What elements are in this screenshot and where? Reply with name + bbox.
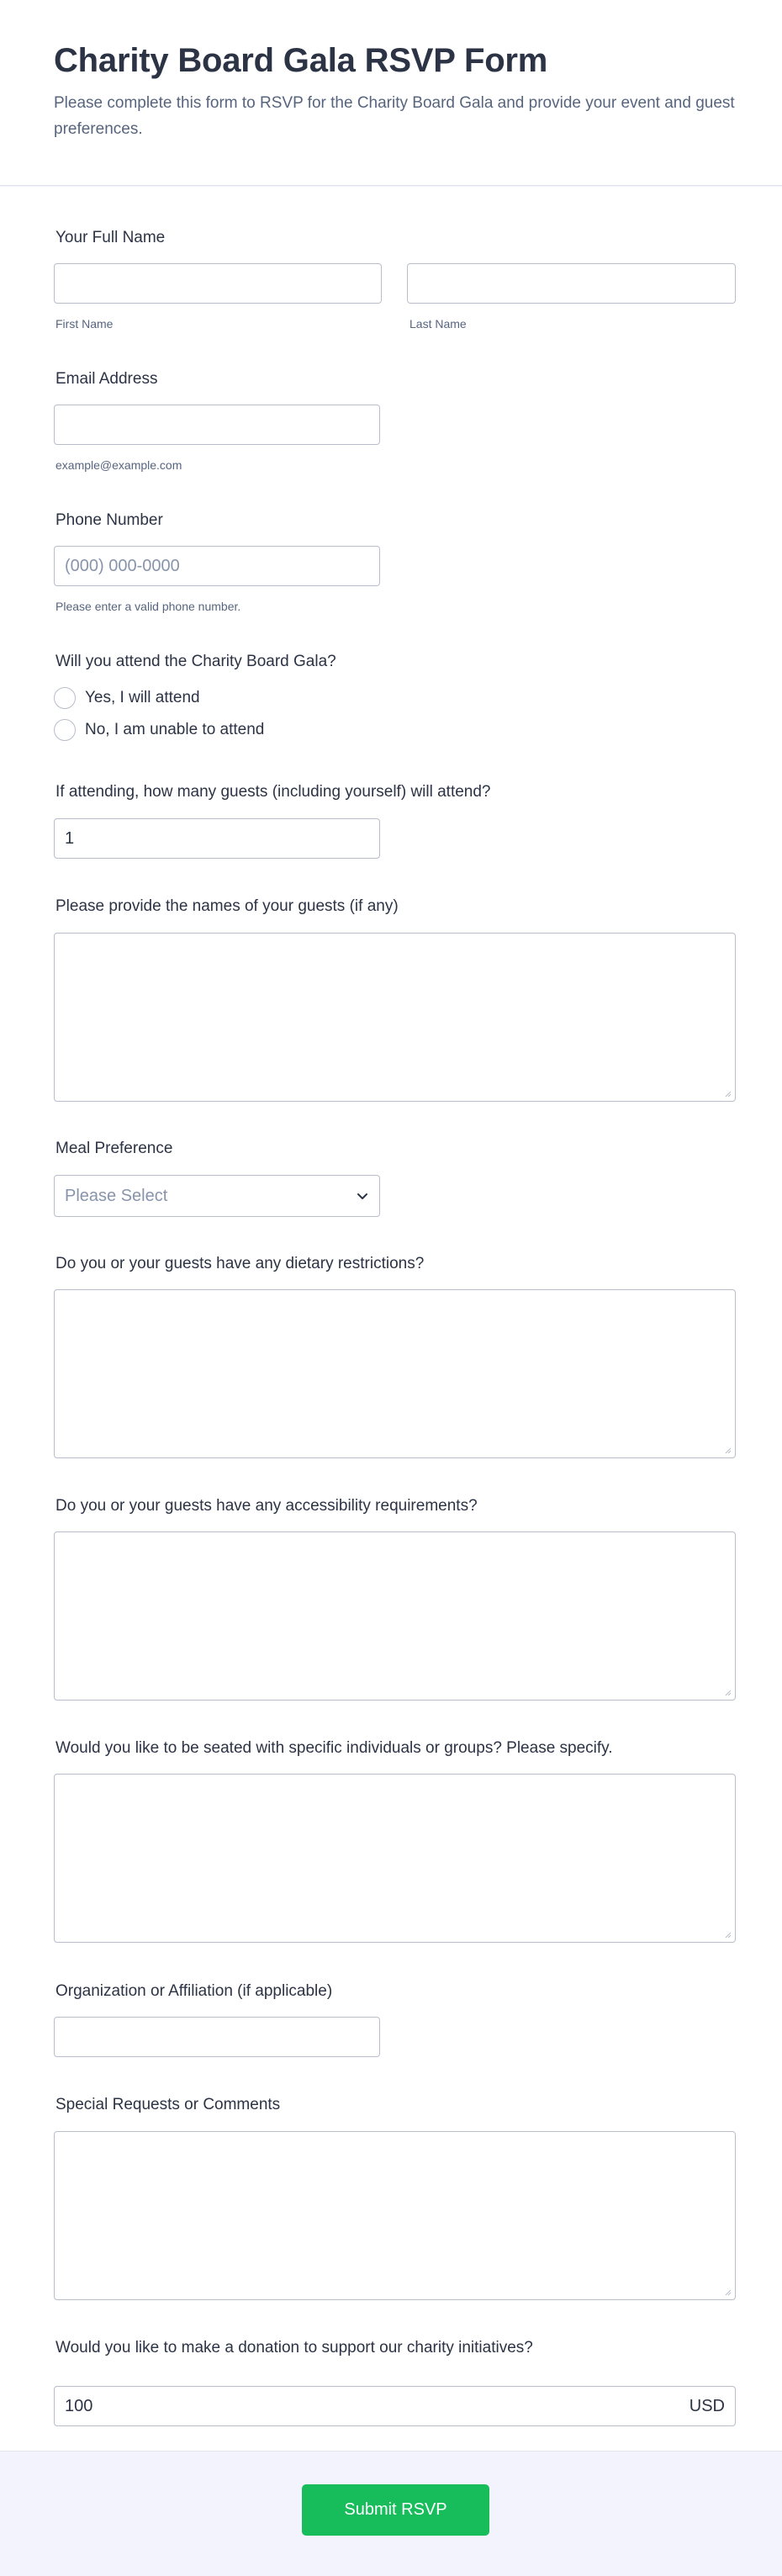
chevron-down-icon: [356, 1189, 369, 1203]
donation-label: Would you like to make a donation to support our charity initiatives?: [55, 2339, 533, 2356]
meal-label: Meal Preference: [55, 1140, 173, 1157]
organization-label: Organization or Affiliation (if applicable): [55, 1982, 333, 2000]
first-name-input[interactable]: [54, 263, 382, 304]
special-requests-label: Special Requests or Comments: [55, 2096, 281, 2113]
attend-option-no[interactable]: [54, 717, 264, 743]
radio-button[interactable]: [54, 687, 76, 709]
phone-input[interactable]: [54, 546, 380, 586]
guest-count-input[interactable]: [54, 818, 380, 859]
phone-sublabel: Please enter a valid phone number.: [55, 600, 241, 613]
guest-names-label: Please provide the names of your guests (if any): [55, 897, 399, 915]
submit-button[interactable]: Submit RSVP: [302, 2484, 489, 2536]
form-title: Charity Board Gala RSVP Form: [54, 42, 548, 79]
seating-textarea[interactable]: [54, 1774, 736, 1943]
donation-currency: USD: [689, 2396, 725, 2415]
meal-select-placeholder: Please Select: [65, 1186, 168, 1205]
seating-label: Would you like to be seated with specific individuals or groups? Please specify.: [55, 1739, 613, 1757]
phone-label: Phone Number: [55, 511, 163, 529]
email-sublabel: example@example.com: [55, 458, 182, 472]
email-label: Email Address: [55, 370, 158, 388]
attend-label: Will you attend the Charity Board Gala?: [55, 653, 336, 670]
guest-count-label: If attending, how many guests (including yourself) will attend?: [55, 783, 491, 801]
form-header: [0, 0, 782, 186]
accessibility-label: Do you or your guests have any accessibility requirements?: [55, 1497, 478, 1515]
attend-option-yes-label: Yes, I will attend: [85, 689, 200, 706]
meal-select[interactable]: [54, 1175, 380, 1217]
last-name-sublabel: Last Name: [409, 317, 467, 331]
accessibility-textarea[interactable]: [54, 1531, 736, 1701]
form-footer: [0, 2452, 782, 2576]
organization-input[interactable]: [54, 2017, 380, 2057]
guest-names-textarea[interactable]: [54, 933, 736, 1102]
attend-option-no-label: No, I am unable to attend: [85, 721, 265, 738]
form-subtitle: Please complete this form to RSVP for the Charity Board Gala and provide your event and guest preferences.: [54, 94, 735, 138]
radio-button[interactable]: [54, 719, 76, 741]
first-name-sublabel: First Name: [55, 317, 114, 331]
dietary-label: Do you or your guests have any dietary restrictions?: [55, 1255, 425, 1272]
dietary-textarea[interactable]: [54, 1289, 736, 1458]
last-name-input[interactable]: [407, 263, 736, 304]
email-input[interactable]: [54, 405, 380, 445]
special-requests-textarea[interactable]: [54, 2131, 736, 2300]
donation-amount[interactable]: 100: [65, 2396, 93, 2415]
attend-option-yes[interactable]: [54, 685, 200, 711]
donation-input[interactable]: [54, 2386, 736, 2426]
full-name-label: Your Full Name: [55, 229, 166, 246]
